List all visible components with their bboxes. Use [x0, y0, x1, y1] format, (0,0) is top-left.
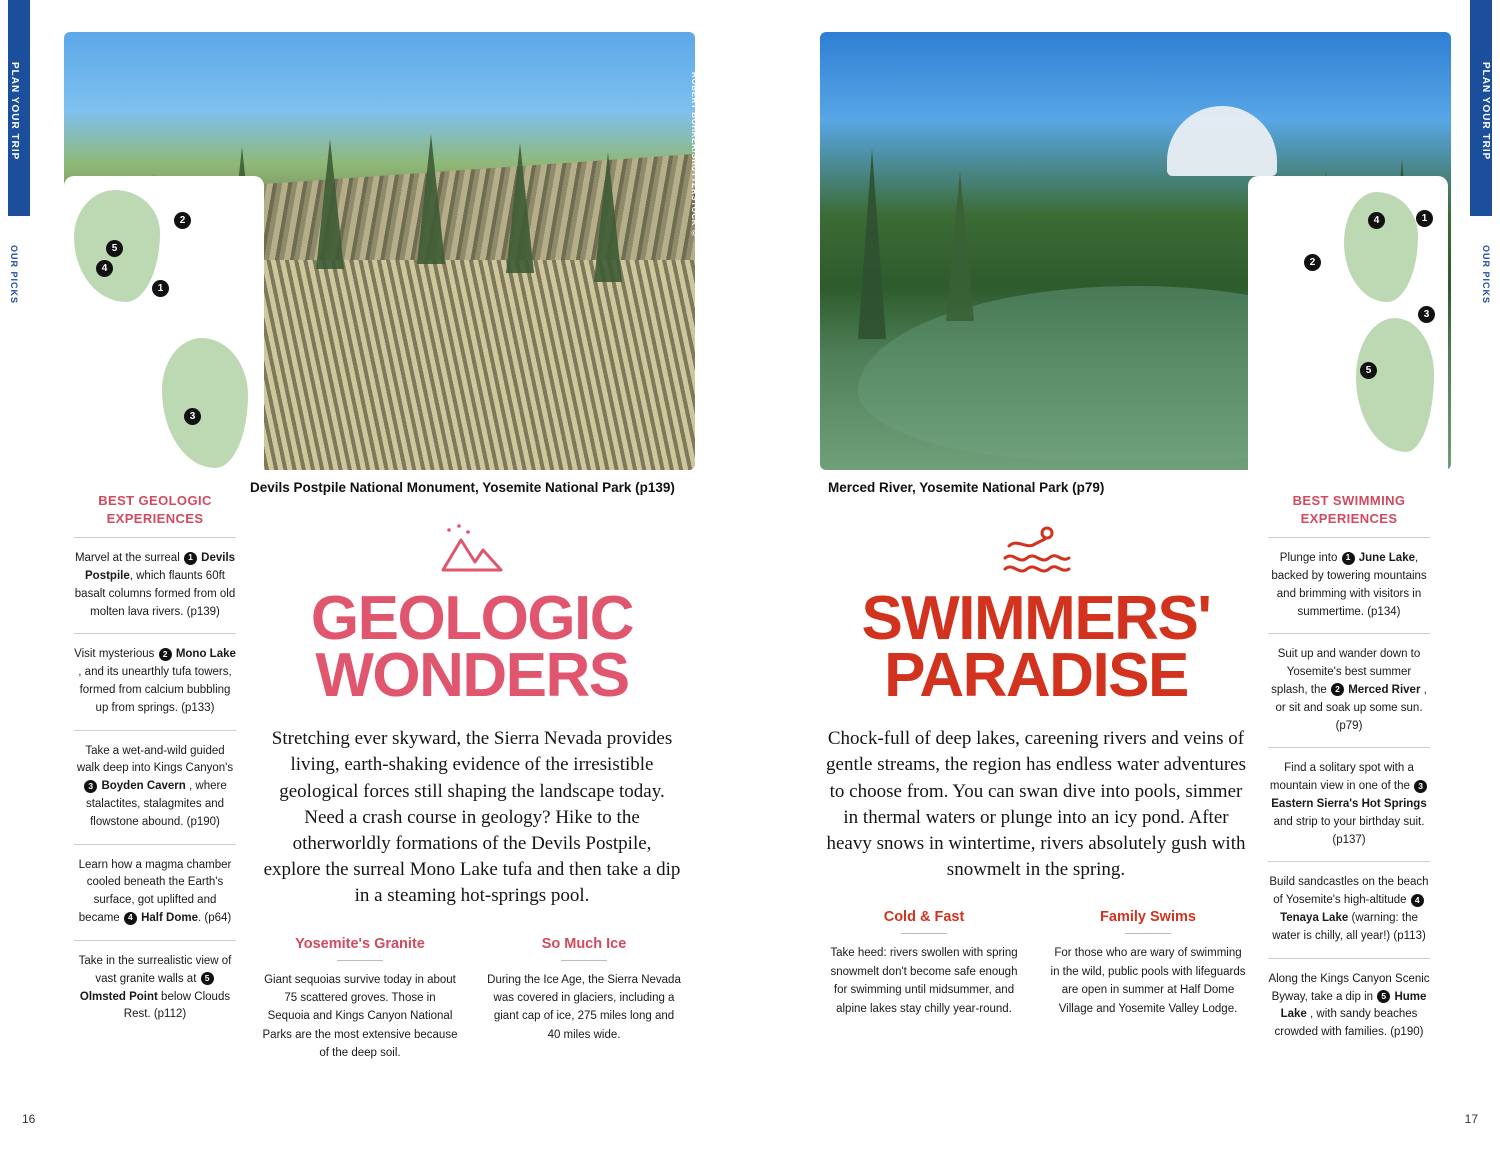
sidebar-list-left	[74, 537, 236, 1036]
feature-intro-right: Chock-full of deep lakes, careening rivers and veins of gentle streams, the region has endless water adventures to choose from. You can swan dive into pools, simmer in thermal waters or plunge into an icy pond. After heavy snows in wintertime, rivers absolutely gush with snowmelt in the spring.	[826, 728, 1246, 881]
sidebar-item-highlight: June Lake	[1358, 552, 1415, 565]
sidebar-list-right	[1268, 537, 1430, 1054]
pin-number-icon: 5	[1377, 990, 1390, 1003]
sidebar-item-highlight: Devils Postpile	[85, 552, 236, 582]
photo-caption-right: Merced River, Yosemite National Park (p79)	[828, 480, 1105, 495]
divider	[901, 933, 947, 934]
swimmers-paradise-feature	[826, 520, 1246, 1018]
map-region-shape	[1356, 318, 1434, 452]
pine-tree-icon	[858, 149, 886, 339]
tab-label-left: PLAN YOUR TRIP	[9, 62, 20, 161]
feature-subcolumns-right	[826, 909, 1246, 1018]
pine-tree-icon	[946, 171, 974, 321]
right-page	[750, 0, 1500, 1154]
subcolumn-heading: Yosemite's Granite	[295, 935, 425, 952]
map-pin-1[interactable]: 1	[1416, 210, 1433, 227]
feature-title-line2: WONDERS	[315, 641, 629, 711]
map-pin-2[interactable]: 2	[174, 212, 191, 229]
subcolumn-so-much-ice	[486, 936, 682, 1063]
map-pin-5[interactable]: 5	[1360, 362, 1377, 379]
pin-number-icon: 2	[159, 648, 172, 661]
region-map-right	[1248, 176, 1448, 496]
subcolumn-body: Giant sequoias survive today in about 75 scattered groves. Those in Sequoia and Kings Canyon National Parks are the most extensive because of the deep soil.	[262, 973, 458, 1060]
half-dome-illustration	[1167, 106, 1277, 176]
sidebar-item-5[interactable]: Along the Kings Canyon Scenic Byway, take a dip in 5 Hume Lake , with sandy beaches crowded with families. (p190)	[1268, 958, 1430, 1054]
sidebar-heading-left: BEST GEOLOGIC EXPERIENCES	[98, 493, 212, 526]
feature-title-line1: GEOLOGIC	[310, 584, 634, 653]
subcolumn-heading: Cold & Fast	[883, 909, 965, 926]
map-region-shape	[1344, 192, 1418, 302]
sidebar-item-2[interactable]: Suit up and wander down to Yosemite's best summer splash, the 2 Merced River , or sit and soak up some sun. (p79)	[1268, 633, 1430, 747]
sidebar-item-1[interactable]: Plunge into 1 June Lake, backed by towering mountains and brimming with visitors in summertime. (p134)	[1271, 552, 1427, 618]
swimmer-icon	[826, 520, 1246, 576]
pine-tree-icon	[506, 143, 534, 273]
sidebar-item-1[interactable]: Marvel at the surreal 1 Devils Postpile, which flaunts 60ft basalt columns formed from old molten lava rivers. (p139)	[74, 552, 236, 618]
pin-number-icon: 5	[201, 972, 214, 985]
feature-title-line1: SWIMMERS'	[861, 584, 1211, 653]
subcolumn-heading: Family Swims	[1100, 909, 1196, 926]
map-pin-3[interactable]: 3	[1418, 306, 1435, 323]
map-pin-2[interactable]: 2	[1304, 254, 1321, 271]
feature-title-right	[826, 584, 1246, 711]
sidebar-item-3[interactable]: Find a solitary spot with a mountain view in one of the 3 Eastern Sierra's Hot Springs and strip to your birthday suit. (p137)	[1268, 747, 1430, 861]
pin-number-icon: 1	[1342, 552, 1355, 565]
sidebar-heading-right: BEST SWIMMING EXPERIENCES	[1292, 493, 1406, 526]
region-map-left	[64, 176, 264, 496]
photo-caption-left: Devils Postpile National Monument, Yosemite National Park (p139)	[250, 480, 675, 495]
pin-number-icon: 3	[84, 780, 97, 793]
sidebar-item-highlight: Eastern Sierra's Hot Springs	[1271, 798, 1427, 811]
sidebar-item-3[interactable]: Take a wet-and-wild guided walk deep into Kings Canyon's 3 Boyden Cavern , where stalactites, stalagmites and flowstone abound. (p190)	[74, 730, 236, 844]
feature-subcolumns-left	[262, 936, 682, 1063]
page-number-left: 16	[22, 1112, 36, 1126]
sidebar-item-4[interactable]: Learn how a magma chamber cooled beneath the Earth's surface, got uplifted and became 4 Half Dome. (p64)	[74, 844, 236, 940]
best-swimming-sidebar	[1268, 492, 1430, 1054]
subcolumn-body: For those who are wary of swimming in the wild, public pools with lifeguards are open in summer at Half Dome Village and Yosemite Valley Lodge.	[1050, 947, 1246, 1015]
pin-number-icon: 1	[184, 552, 197, 565]
sidebar-item-highlight: Merced River	[1348, 683, 1421, 696]
divider	[561, 960, 607, 961]
tab-sublabel-left: OUR PICKS	[9, 245, 19, 305]
photo-credit-left: ROBERT BOHRER/SHUTTERSTOCK ©	[690, 72, 699, 239]
mountain-icon	[262, 520, 682, 576]
tab-sublabel-right: OUR PICKS	[1481, 245, 1491, 305]
sidebar-item-highlight: Olmsted Point	[79, 990, 158, 1003]
sidebar-item-highlight: Boyden Cavern	[101, 780, 186, 793]
sidebar-item-highlight: Tenaya Lake	[1280, 912, 1349, 925]
map-pin-4[interactable]: 4	[96, 260, 113, 277]
subcolumn-heading: So Much Ice	[541, 935, 627, 952]
pin-number-icon: 3	[1414, 780, 1427, 793]
divider	[1125, 933, 1171, 934]
subcolumn-yosemites-granite	[262, 936, 458, 1063]
map-pin-5[interactable]: 5	[106, 240, 123, 257]
subcolumn-family-swims	[1050, 909, 1246, 1018]
map-pin-1[interactable]: 1	[152, 280, 169, 297]
sidebar-item-highlight: Mono Lake	[175, 648, 236, 661]
sidebar-item-5[interactable]: Take in the surrealistic view of vast granite walls at 5 Olmsted Point below Clouds Rest. (p112)	[74, 940, 236, 1036]
feature-intro-left: Stretching ever skyward, the Sierra Nevada provides living, earth-shaking evidence of the irresistible geological forces still shaping the landscape today. Need a crash course in geology? Hike to the otherworldly formations of the Devils Postpile, explore the surreal Mono Lake tufa and then take a dip in a steaming hot-springs pool.	[263, 728, 681, 907]
photo-credit-right: LORCEL/SHUTTERSTOCK ©	[806, 72, 815, 197]
pin-number-icon: 4	[124, 912, 137, 925]
sidebar-item-4[interactable]: Build sandcastles on the beach of Yosemite's high-altitude 4 Tenaya Lake (warning: the water is chilly, all year!) (p113)	[1268, 861, 1430, 957]
pin-number-icon: 2	[1331, 683, 1344, 696]
sidebar-item-highlight: Half Dome	[141, 912, 198, 925]
subcolumn-cold-and-fast	[826, 909, 1022, 1018]
pin-number-icon: 4	[1411, 894, 1424, 907]
subcolumn-body: During the Ice Age, the Sierra Nevada was covered in glaciers, including a giant cap of ice, 275 miles long and 40 miles wide.	[487, 973, 681, 1041]
geologic-wonders-feature	[262, 520, 682, 1063]
pine-tree-icon	[594, 152, 622, 282]
divider	[337, 960, 383, 961]
subcolumn-body: Take heed: rivers swollen with spring snowmelt don't become safe enough for swimming until midsummer, and alpine lakes stay chilly year-round.	[830, 947, 1018, 1015]
feature-title-line2: PARADISE	[884, 641, 1188, 711]
tab-label-right: PLAN YOUR TRIP	[1480, 62, 1491, 161]
pine-tree-icon	[417, 134, 445, 264]
feature-title-left	[262, 584, 682, 711]
map-region-shape	[162, 338, 248, 468]
map-pin-3[interactable]: 3	[184, 408, 201, 425]
map-pin-4[interactable]: 4	[1368, 212, 1385, 229]
page-number-right: 17	[1464, 1112, 1478, 1126]
pine-tree-icon	[316, 139, 344, 269]
sidebar-item-2[interactable]: Visit mysterious 2 Mono Lake , and its unearthly tufa towers, formed from calcium bubbling up from springs. (p133)	[74, 633, 236, 729]
sidebar-item-highlight: Hume Lake	[1280, 990, 1427, 1021]
best-geologic-sidebar	[74, 492, 236, 1036]
